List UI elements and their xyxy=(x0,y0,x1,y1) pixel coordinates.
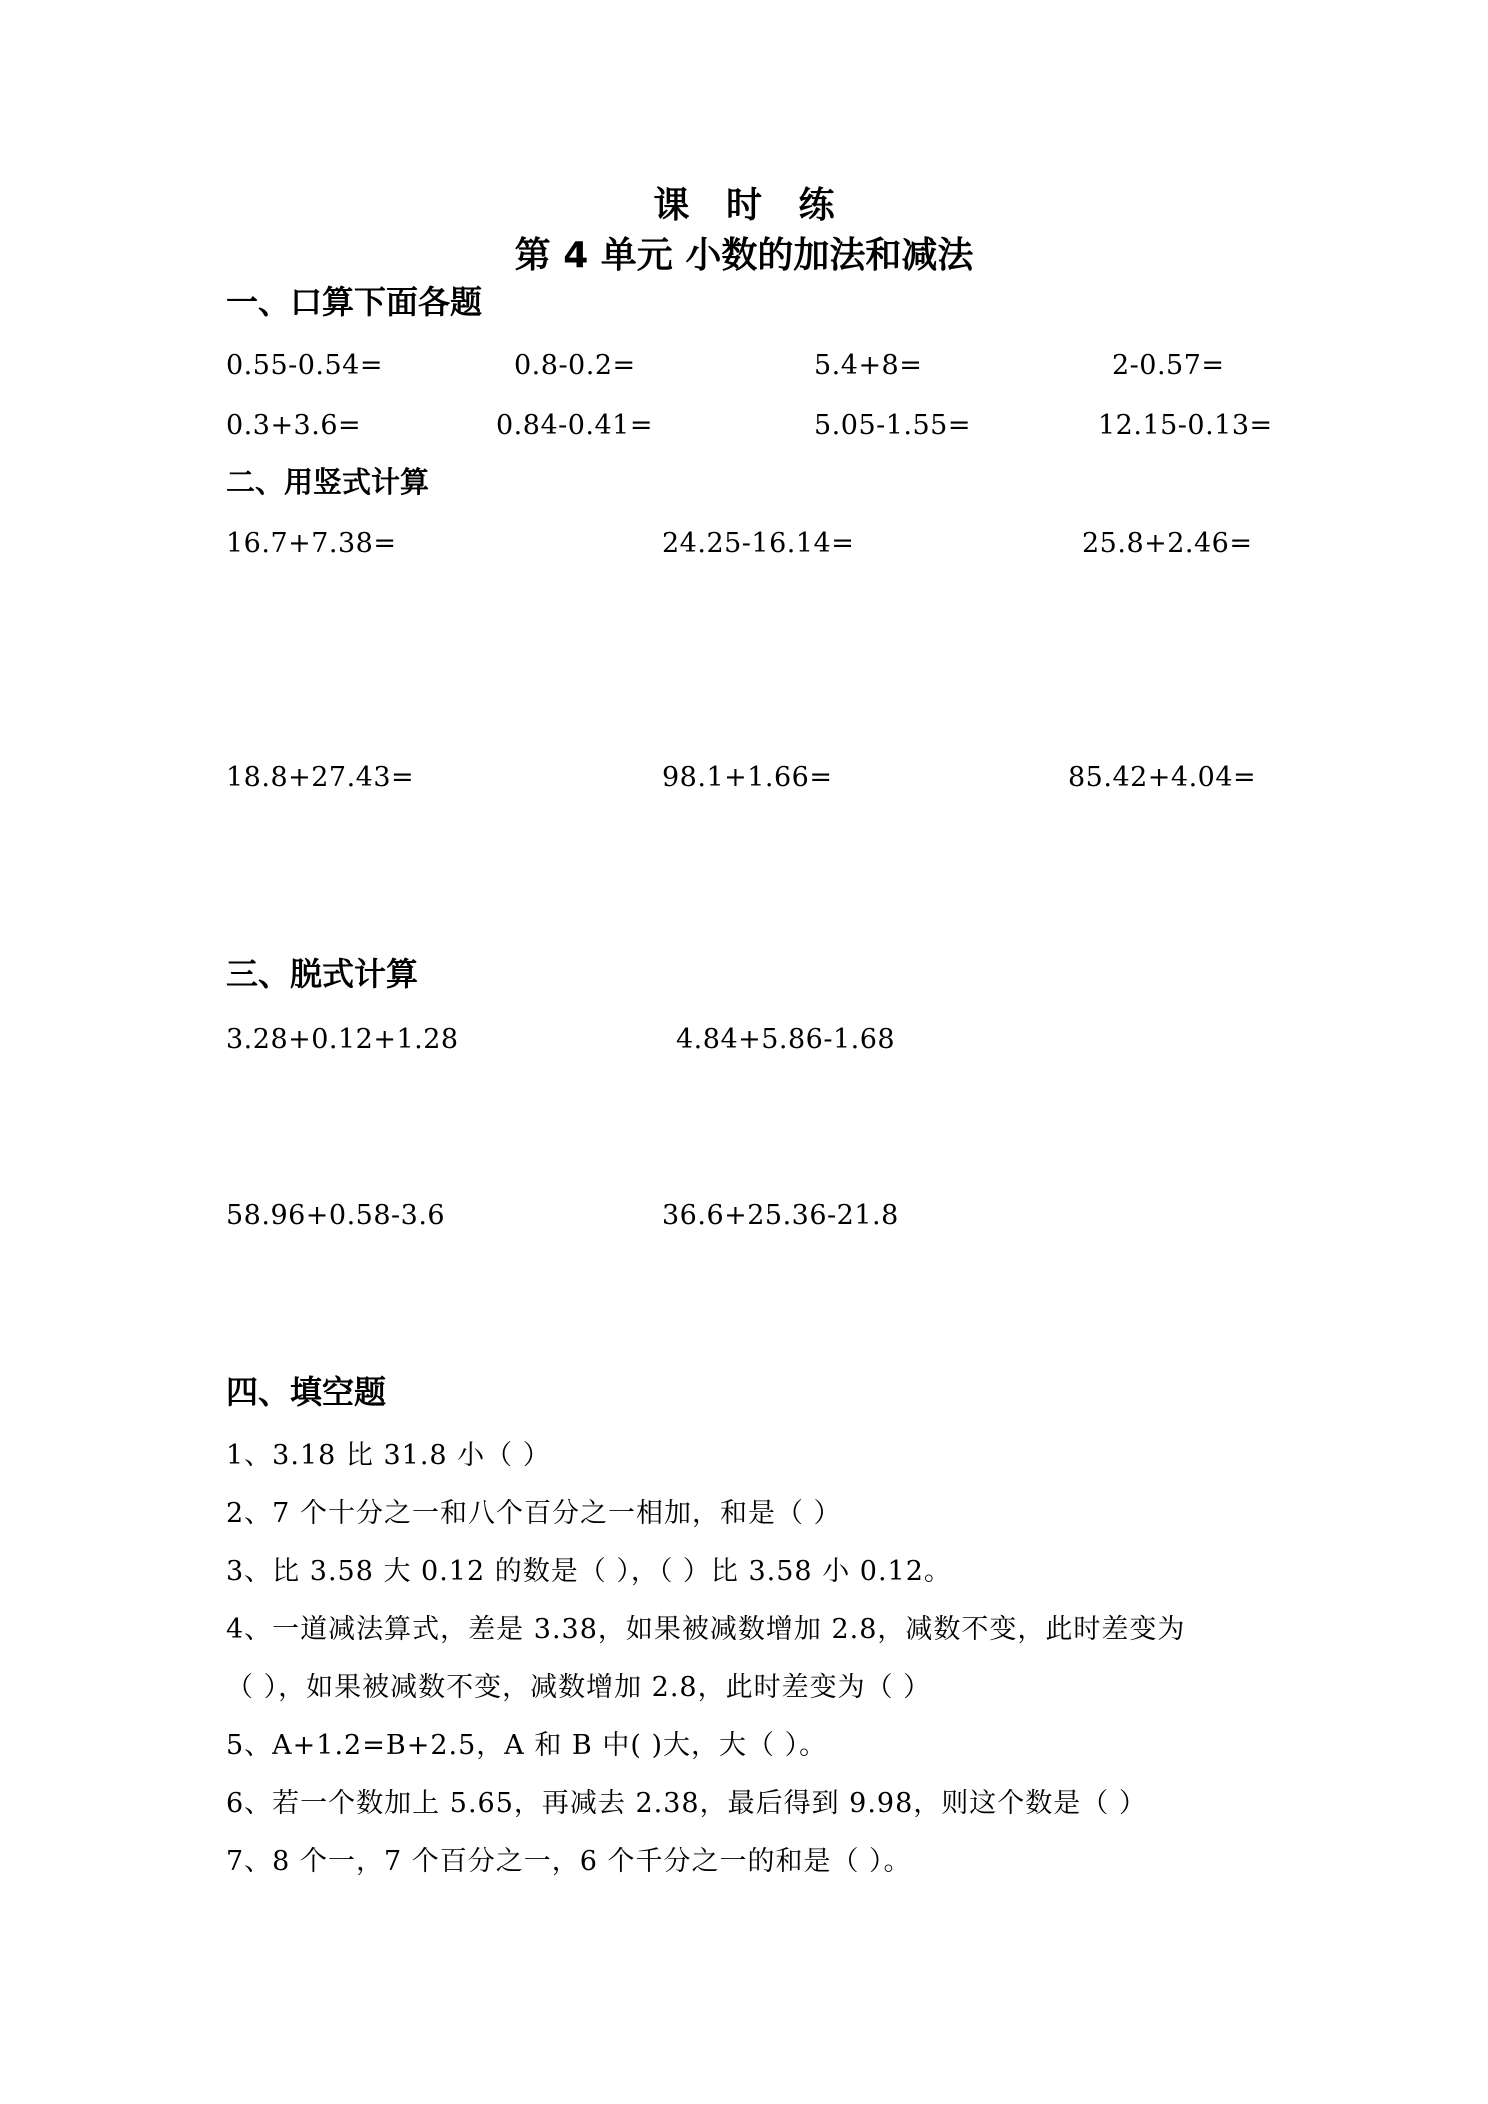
section4-heading: 四、填空题 xyxy=(226,1373,387,1411)
fill-question: 7、8 个一，7 个百分之一，6 个千分之一的和是（ ）。 xyxy=(226,1846,912,1877)
step-calc-item: 3.28+0.12+1.28 xyxy=(226,1024,459,1055)
title-char: 课 xyxy=(653,185,690,226)
fill-question: 2、7 个十分之一和八个百分之一相加，和是（ ） xyxy=(226,1498,842,1529)
oral-item: 0.8-0.2= xyxy=(514,350,636,381)
title-char: 时 xyxy=(725,185,762,226)
fill-question: 3、比 3.58 大 0.12 的数是（ ），（ ）比 3.58 小 0.12。 xyxy=(226,1556,952,1587)
section3-heading: 三、脱式计算 xyxy=(226,955,419,993)
vertical-calc-item: 18.8+27.43= xyxy=(226,762,415,793)
vertical-calc-item: 16.7+7.38= xyxy=(226,528,397,559)
vertical-calc-item: 98.1+1.66= xyxy=(662,762,833,793)
fill-question: 4、一道减法算式，差是 3.38，如果被减数增加 2.8，减数不变，此时差变为 xyxy=(226,1614,1186,1645)
section1-heading: 一、口算下面各题 xyxy=(226,283,483,321)
worksheet-subtitle: 第 4 单元 小数的加法和减法 xyxy=(514,235,974,276)
fill-question: 1、3.18 比 31.8 小（ ） xyxy=(226,1440,551,1471)
step-calc-item: 58.96+0.58-3.6 xyxy=(226,1200,446,1231)
vertical-calc-item: 24.25-16.14= xyxy=(662,528,855,559)
vertical-calc-item: 25.8+2.46= xyxy=(1082,528,1253,559)
title-char: 练 xyxy=(798,185,835,226)
oral-item: 0.55-0.54= xyxy=(226,350,383,381)
oral-item: 5.05-1.55= xyxy=(814,410,971,441)
oral-item: 5.4+8= xyxy=(814,350,923,381)
worksheet-title xyxy=(0,185,1488,226)
oral-item: 0.84-0.41= xyxy=(496,410,653,441)
oral-item: 2-0.57= xyxy=(1112,350,1225,381)
step-calc-item: 36.6+25.36-21.8 xyxy=(662,1200,899,1231)
section2-heading: 二、用竖式计算 xyxy=(226,465,430,499)
oral-item: 12.15-0.13= xyxy=(1098,410,1273,441)
fill-question-continued: （ ），如果被减数不变，减数增加 2.8，此时差变为（ ） xyxy=(226,1672,932,1703)
oral-item: 0.3+3.6= xyxy=(226,410,362,441)
fill-question: 5、A+1.2=B+2.5，A 和 B 中( )大，大（ ）。 xyxy=(226,1730,828,1761)
vertical-calc-item: 85.42+4.04= xyxy=(1068,762,1257,793)
fill-question: 6、若一个数加上 5.65，再减去 2.38，最后得到 9.98，则这个数是（ ） xyxy=(226,1788,1147,1819)
step-calc-item: 4.84+5.86-1.68 xyxy=(676,1024,896,1055)
